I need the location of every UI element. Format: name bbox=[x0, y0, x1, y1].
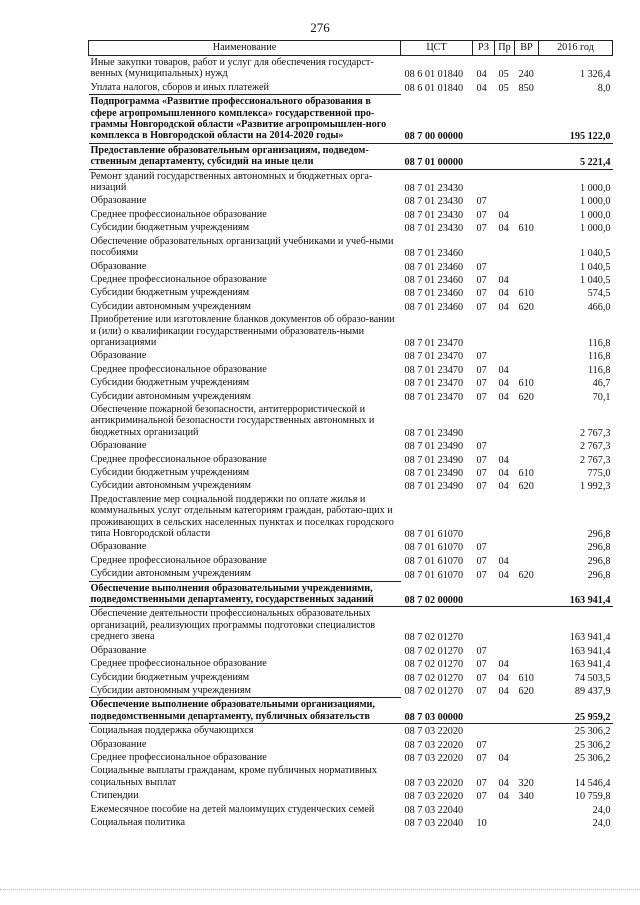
row-rz-cell: 07 bbox=[476, 441, 487, 453]
header-sum: 2016 год bbox=[539, 41, 613, 56]
row-sum-cell: 25 306,2 bbox=[574, 739, 611, 751]
row-rz-cell: 07 bbox=[476, 777, 487, 789]
row-cst-cell: 08 7 01 23490 bbox=[404, 468, 464, 479]
row-sum-cell: 1 000,0 bbox=[579, 183, 611, 195]
table-row bbox=[89, 376, 613, 389]
table-row bbox=[89, 235, 613, 260]
row-cst-cell: 08 7 01 23460 bbox=[404, 301, 464, 313]
table-row bbox=[89, 803, 613, 816]
row-rz-cell: 04 bbox=[476, 69, 487, 81]
row-vr-cell bbox=[515, 403, 539, 439]
row-sum-cell: 25 306,2 bbox=[574, 726, 611, 738]
row-rz-cell bbox=[473, 95, 495, 144]
row-vr-cell bbox=[515, 493, 539, 541]
row-pr-cell: 04 bbox=[498, 378, 509, 390]
row-rz-cell bbox=[473, 803, 495, 816]
row-name-cell: Приобретение или изготовление бланков документов об образо-вании и (или) о квалификации государственными образователь-ными организациями bbox=[90, 314, 395, 348]
table-row bbox=[89, 540, 613, 553]
row-name-cell: Подпрограмма «Развитие профессионального образования в сфере агропромышленного комплекса» государственной про-граммы Новгородской области «Развитие агропромышлен-ного комплекса в Новгородской области на 2014-2020 годы» bbox=[89, 95, 401, 144]
row-cst-cell: 08 7 02 01270 bbox=[404, 672, 464, 684]
row-sum-cell: 775,0 bbox=[587, 468, 611, 479]
row-vr-cell bbox=[515, 363, 539, 376]
row-name-cell: Субсидии бюджетным учреждениям bbox=[90, 287, 250, 299]
row-cst-cell: 08 7 01 23460 bbox=[404, 248, 464, 260]
table-row bbox=[89, 724, 613, 738]
row-vr-cell: 610 bbox=[518, 468, 534, 479]
row-sum-cell: 116,8 bbox=[587, 364, 611, 376]
row-pr-cell bbox=[495, 235, 515, 260]
row-pr-cell bbox=[495, 738, 515, 751]
row-sum-cell: 5 221,4 bbox=[539, 143, 613, 169]
row-pr-cell: 04 bbox=[498, 454, 509, 466]
row-cst-cell: 08 7 03 22020 bbox=[404, 777, 464, 789]
row-name-cell: Среднее профессиональное образование bbox=[90, 363, 267, 375]
row-rz-cell bbox=[473, 403, 495, 439]
table-row bbox=[89, 493, 613, 541]
scan-edge-divider bbox=[0, 889, 640, 891]
table-row bbox=[89, 221, 613, 234]
table-row bbox=[89, 816, 613, 829]
row-vr-cell bbox=[515, 751, 539, 764]
row-sum-cell: 163 941,4 bbox=[569, 659, 611, 671]
row-cst-cell: 08 7 03 22020 bbox=[404, 739, 464, 751]
row-pr-cell bbox=[495, 169, 515, 194]
row-sum-cell: 1 000,0 bbox=[579, 209, 611, 221]
row-cst-cell: 08 7 03 00000 bbox=[401, 698, 473, 724]
table-row bbox=[89, 286, 613, 299]
row-sum-cell: 24,0 bbox=[592, 817, 611, 829]
row-cst-cell: 08 7 01 23470 bbox=[404, 391, 464, 403]
table-row bbox=[89, 56, 613, 81]
row-pr-cell: 04 bbox=[498, 288, 509, 300]
row-cst-cell: 08 7 01 23460 bbox=[404, 288, 464, 300]
row-name-cell: Иные закупки товаров, работ и услуг для обеспечения государст-венных (муниципальных) нужд bbox=[90, 57, 374, 80]
row-cst-cell: 08 7 01 61070 bbox=[404, 555, 464, 567]
row-sum-cell: 25 959,2 bbox=[539, 698, 613, 724]
row-pr-cell: 04 bbox=[498, 752, 509, 764]
row-pr-cell: 04 bbox=[498, 209, 509, 221]
row-rz-cell bbox=[473, 607, 495, 644]
row-name-cell: Субсидии автономным учреждениям bbox=[90, 480, 251, 492]
row-rz-cell: 07 bbox=[476, 351, 487, 363]
row-sum-cell: 296,8 bbox=[587, 529, 611, 541]
table-row bbox=[89, 554, 613, 567]
row-pr-cell: 05 bbox=[498, 69, 509, 81]
row-pr-cell: 04 bbox=[498, 686, 509, 698]
row-cst-cell: 08 6 01 01840 bbox=[404, 69, 464, 81]
row-vr-cell bbox=[515, 313, 539, 349]
row-pr-cell bbox=[495, 540, 515, 553]
row-sum-cell: 14 546,4 bbox=[574, 777, 611, 789]
row-cst-cell: 08 7 02 00000 bbox=[401, 581, 473, 607]
row-pr-cell bbox=[495, 803, 515, 816]
table-row bbox=[89, 607, 613, 644]
row-rz-cell: 07 bbox=[476, 569, 487, 581]
table-row bbox=[89, 644, 613, 657]
row-vr-cell: 610 bbox=[518, 672, 534, 684]
row-pr-cell: 04 bbox=[498, 223, 509, 235]
row-name-cell: Обеспечение пожарной безопасности, антитеррористической и антикриминальной безопасности государственных автономных и бюджетных организаций bbox=[90, 403, 375, 438]
table-row bbox=[89, 143, 613, 169]
row-vr-cell bbox=[515, 194, 539, 207]
row-cst-cell: 08 7 02 01270 bbox=[404, 645, 464, 657]
row-rz-cell: 07 bbox=[476, 645, 487, 657]
budget-table bbox=[88, 40, 613, 829]
row-vr-cell bbox=[515, 349, 539, 362]
header-vr: ВР bbox=[515, 41, 539, 56]
row-vr-cell bbox=[515, 453, 539, 466]
row-sum-cell: 195 122,0 bbox=[539, 95, 613, 144]
table-row bbox=[89, 208, 613, 221]
row-name-cell: Предоставление мер социальной поддержки по оплате жилья и коммунальных услуг отдельным категориям граждан, работаю-щих и проживающих в сельских населенных пунктах и поселках городского типа Новгородской области bbox=[90, 493, 394, 540]
row-vr-cell bbox=[515, 208, 539, 221]
header-cst: ЦСТ bbox=[401, 41, 473, 56]
row-vr-cell bbox=[515, 581, 539, 607]
row-rz-cell: 07 bbox=[476, 468, 487, 479]
row-name-cell: Субсидии автономным учреждениям bbox=[90, 390, 251, 402]
row-vr-cell bbox=[515, 143, 539, 169]
row-vr-cell bbox=[515, 169, 539, 194]
row-sum-cell: 116,8 bbox=[587, 337, 611, 349]
row-cst-cell: 08 7 01 23470 bbox=[404, 351, 464, 363]
row-sum-cell: 296,8 bbox=[587, 555, 611, 567]
row-rz-cell: 07 bbox=[476, 288, 487, 300]
table-body bbox=[89, 56, 613, 830]
row-sum-cell: 10 759,8 bbox=[574, 791, 611, 803]
row-pr-cell bbox=[495, 349, 515, 362]
row-vr-cell bbox=[515, 235, 539, 260]
row-pr-cell: 04 bbox=[498, 569, 509, 581]
row-rz-cell: 07 bbox=[476, 672, 487, 684]
row-pr-cell: 04 bbox=[498, 659, 509, 671]
row-rz-cell: 07 bbox=[476, 274, 487, 286]
row-vr-cell bbox=[515, 439, 539, 452]
row-rz-cell: 07 bbox=[476, 364, 487, 376]
table-row bbox=[89, 657, 613, 670]
row-cst-cell: 08 7 01 23470 bbox=[404, 364, 464, 376]
row-name-cell: Образование bbox=[90, 350, 147, 362]
table-row bbox=[89, 684, 613, 698]
row-cst-cell: 08 7 01 61070 bbox=[404, 542, 464, 554]
row-name-cell: Среднее профессиональное образование bbox=[90, 273, 267, 285]
row-pr-cell: 04 bbox=[498, 391, 509, 403]
row-cst-cell: 08 7 01 23470 bbox=[404, 378, 464, 390]
row-name-cell: Социальная политика bbox=[90, 816, 186, 828]
row-name-cell: Образование bbox=[90, 644, 147, 656]
row-rz-cell: 07 bbox=[476, 555, 487, 567]
row-name-cell: Образование bbox=[90, 260, 147, 272]
row-name-cell: Субсидии бюджетным учреждениям bbox=[90, 377, 250, 389]
row-vr-cell: 320 bbox=[518, 777, 534, 789]
row-cst-cell: 08 7 03 22020 bbox=[404, 726, 464, 738]
row-name-cell: Образование bbox=[90, 195, 147, 207]
row-cst-cell: 08 7 01 61070 bbox=[404, 569, 464, 581]
row-rz-cell: 07 bbox=[476, 391, 487, 403]
row-rz-cell: 07 bbox=[476, 686, 487, 698]
header-rz: РЗ bbox=[473, 41, 495, 56]
row-sum-cell: 296,8 bbox=[587, 542, 611, 554]
table-row bbox=[89, 273, 613, 286]
row-sum-cell: 163 941,4 bbox=[569, 632, 611, 644]
table-row bbox=[89, 81, 613, 95]
row-cst-cell: 08 7 03 22020 bbox=[404, 752, 464, 764]
table-row bbox=[89, 95, 613, 144]
table-header bbox=[89, 41, 613, 56]
row-pr-cell bbox=[495, 698, 515, 724]
row-sum-cell: 70,1 bbox=[592, 391, 611, 403]
row-pr-cell bbox=[495, 607, 515, 644]
row-sum-cell: 1 992,3 bbox=[579, 481, 611, 493]
row-name-cell: Образование bbox=[90, 541, 147, 553]
row-rz-cell bbox=[473, 493, 495, 541]
row-sum-cell: 8,0 bbox=[597, 83, 611, 95]
table-row bbox=[89, 751, 613, 764]
row-pr-cell: 04 bbox=[498, 364, 509, 376]
row-sum-cell: 25 306,2 bbox=[574, 752, 611, 764]
row-vr-cell: 620 bbox=[518, 301, 534, 313]
row-name-cell: Социальные выплаты гражданам, кроме публичных нормативных социальных выплат bbox=[90, 765, 377, 788]
row-rz-cell: 07 bbox=[476, 481, 487, 493]
row-pr-cell bbox=[495, 95, 515, 144]
row-pr-cell bbox=[495, 194, 515, 207]
row-pr-cell: 04 bbox=[498, 468, 509, 479]
row-vr-cell bbox=[515, 657, 539, 670]
header-name: Наименование bbox=[89, 41, 401, 56]
row-cst-cell: 08 6 01 01840 bbox=[404, 83, 464, 95]
row-pr-cell bbox=[495, 403, 515, 439]
row-vr-cell: 620 bbox=[518, 569, 534, 581]
table-row bbox=[89, 581, 613, 607]
row-rz-cell: 10 bbox=[476, 817, 487, 829]
row-sum-cell: 2 767,3 bbox=[579, 454, 611, 466]
row-rz-cell bbox=[473, 724, 495, 738]
row-pr-cell: 04 bbox=[498, 301, 509, 313]
row-cst-cell: 08 7 01 23430 bbox=[404, 183, 464, 195]
table-row bbox=[89, 169, 613, 194]
row-vr-cell: 620 bbox=[518, 481, 534, 493]
row-sum-cell: 74 503,5 bbox=[574, 672, 611, 684]
page-number: 276 bbox=[310, 20, 330, 35]
row-sum-cell: 1 040,5 bbox=[579, 274, 611, 286]
row-name-cell: Субсидии бюджетным учреждениям bbox=[90, 222, 250, 234]
row-vr-cell: 610 bbox=[518, 223, 534, 235]
row-vr-cell bbox=[515, 607, 539, 644]
row-sum-cell: 1 040,5 bbox=[579, 261, 611, 273]
row-rz-cell bbox=[473, 698, 495, 724]
row-rz-cell: 07 bbox=[476, 739, 487, 751]
row-name-cell: Уплата налогов, сборов и иных платежей bbox=[90, 81, 269, 93]
row-sum-cell: 466,0 bbox=[587, 301, 611, 313]
table-row bbox=[89, 738, 613, 751]
row-rz-cell bbox=[473, 169, 495, 194]
table-row bbox=[89, 764, 613, 789]
row-cst-cell: 08 7 02 01270 bbox=[404, 659, 464, 671]
row-name-cell: Обеспечение выполнения образовательными учреждениями, подведомственными департаменту, государственных заданий bbox=[89, 581, 401, 607]
table-row bbox=[89, 698, 613, 724]
row-sum-cell: 46,7 bbox=[592, 378, 611, 390]
row-name-cell: Среднее профессиональное образование bbox=[90, 453, 267, 465]
row-sum-cell: 116,8 bbox=[587, 351, 611, 363]
row-vr-cell bbox=[515, 554, 539, 567]
row-name-cell: Ремонт зданий государственных автономных и бюджетных орга-низаций bbox=[90, 170, 373, 194]
row-pr-cell: 04 bbox=[498, 672, 509, 684]
row-name-cell: Обеспечение выполнение образовательными организациями, подведомственными департаменту, публичных обязательств bbox=[89, 698, 401, 724]
table-row bbox=[89, 349, 613, 362]
row-cst-cell: 08 7 00 00000 bbox=[401, 95, 473, 144]
table-row bbox=[89, 671, 613, 684]
row-rz-cell: 07 bbox=[476, 196, 487, 208]
row-name-cell: Ежемесячное пособие на детей малоимущих студенческих семей bbox=[90, 803, 375, 815]
row-vr-cell: 610 bbox=[518, 288, 534, 300]
row-vr-cell: 620 bbox=[518, 686, 534, 698]
row-pr-cell bbox=[495, 313, 515, 349]
table-row bbox=[89, 194, 613, 207]
row-vr-cell bbox=[515, 724, 539, 738]
row-name-cell: Образование bbox=[90, 440, 147, 452]
row-cst-cell: 08 7 03 22040 bbox=[404, 817, 464, 829]
row-vr-cell: 610 bbox=[518, 378, 534, 390]
table-row bbox=[89, 453, 613, 466]
row-sum-cell: 2 767,3 bbox=[579, 427, 611, 439]
row-rz-cell: 07 bbox=[476, 301, 487, 313]
row-sum-cell: 1 000,0 bbox=[579, 196, 611, 208]
row-cst-cell: 08 7 01 23490 bbox=[404, 481, 464, 493]
row-cst-cell: 08 7 01 61070 bbox=[404, 529, 464, 541]
row-pr-cell bbox=[495, 644, 515, 657]
row-name-cell: Субсидии автономным учреждениям bbox=[90, 568, 251, 580]
table-row bbox=[89, 567, 613, 581]
row-rz-cell bbox=[473, 235, 495, 260]
row-name-cell: Предоставление образовательным организациям, подведом-ственным департаменту, субсидий на иные цели bbox=[89, 143, 401, 169]
row-pr-cell: 04 bbox=[498, 777, 509, 789]
row-cst-cell: 08 7 01 23430 bbox=[404, 196, 464, 208]
row-vr-cell bbox=[515, 644, 539, 657]
row-cst-cell: 08 7 02 01270 bbox=[404, 632, 464, 644]
table-row bbox=[89, 439, 613, 452]
row-cst-cell: 08 7 01 23460 bbox=[404, 261, 464, 273]
row-sum-cell: 1 326,4 bbox=[579, 69, 611, 81]
row-rz-cell: 07 bbox=[476, 209, 487, 221]
row-rz-cell: 07 bbox=[476, 659, 487, 671]
row-pr-cell bbox=[495, 724, 515, 738]
row-cst-cell: 08 7 01 23430 bbox=[404, 223, 464, 235]
row-cst-cell: 08 7 01 23430 bbox=[404, 209, 464, 221]
row-sum-cell: 1 000,0 bbox=[579, 223, 611, 235]
row-rz-cell bbox=[473, 313, 495, 349]
row-cst-cell: 08 7 01 23460 bbox=[404, 274, 464, 286]
row-name-cell: Субсидии автономным учреждениям bbox=[90, 684, 251, 696]
row-rz-cell: 07 bbox=[476, 542, 487, 554]
row-cst-cell: 08 7 03 22020 bbox=[404, 791, 464, 803]
table-row bbox=[89, 466, 613, 479]
row-name-cell: Субсидии бюджетным учреждениям bbox=[90, 467, 250, 478]
row-pr-cell bbox=[495, 439, 515, 452]
row-name-cell: Среднее профессиональное образование bbox=[90, 751, 267, 763]
row-cst-cell: 08 7 03 22040 bbox=[404, 804, 464, 816]
row-pr-cell: 04 bbox=[498, 481, 509, 493]
row-pr-cell: 04 bbox=[498, 274, 509, 286]
row-vr-cell: 620 bbox=[518, 391, 534, 403]
row-rz-cell: 07 bbox=[476, 378, 487, 390]
row-cst-cell: 08 7 01 23490 bbox=[404, 441, 464, 453]
row-name-cell: Среднее профессиональное образование bbox=[90, 658, 267, 670]
row-sum-cell: 574,5 bbox=[587, 288, 611, 300]
row-sum-cell: 163 941,4 bbox=[539, 581, 613, 607]
row-pr-cell: 05 bbox=[498, 83, 509, 95]
table-row bbox=[89, 300, 613, 313]
row-name-cell: Среднее профессиональное образование bbox=[90, 208, 267, 220]
row-vr-cell bbox=[515, 738, 539, 751]
row-cst-cell: 08 7 01 23490 bbox=[404, 427, 464, 439]
row-sum-cell: 296,8 bbox=[587, 569, 611, 581]
row-pr-cell bbox=[495, 143, 515, 169]
row-vr-cell: 340 bbox=[518, 791, 534, 803]
row-rz-cell bbox=[473, 581, 495, 607]
row-vr-cell bbox=[515, 260, 539, 273]
row-rz-cell: 07 bbox=[476, 223, 487, 235]
row-sum-cell: 89 437,9 bbox=[574, 686, 611, 698]
table-row bbox=[89, 479, 613, 492]
row-name-cell: Субсидии бюджетным учреждениям bbox=[90, 671, 250, 683]
row-rz-cell: 04 bbox=[476, 83, 487, 95]
header-pr: Пр bbox=[495, 41, 515, 56]
row-cst-cell: 08 7 01 23490 bbox=[404, 454, 464, 466]
table-row bbox=[89, 260, 613, 273]
row-vr-cell bbox=[515, 803, 539, 816]
row-vr-cell bbox=[515, 698, 539, 724]
row-rz-cell: 07 bbox=[476, 752, 487, 764]
table-row bbox=[89, 789, 613, 802]
row-pr-cell: 04 bbox=[498, 555, 509, 567]
row-cst-cell: 08 7 01 00000 bbox=[401, 143, 473, 169]
row-vr-cell bbox=[515, 816, 539, 829]
row-rz-cell: 07 bbox=[476, 261, 487, 273]
row-sum-cell: 24,0 bbox=[592, 804, 611, 816]
row-pr-cell: 04 bbox=[498, 791, 509, 803]
row-vr-cell bbox=[515, 95, 539, 144]
table-row bbox=[89, 403, 613, 439]
row-name-cell: Обеспечение деятельности профессиональных образовательных организаций, реализующих программы подготовки специалистов среднего звена bbox=[90, 608, 376, 643]
table-row bbox=[89, 390, 613, 403]
row-vr-cell: 850 bbox=[518, 83, 534, 95]
row-rz-cell: 07 bbox=[476, 791, 487, 803]
row-cst-cell: 08 7 01 23470 bbox=[404, 337, 464, 349]
row-name-cell: Среднее профессиональное образование bbox=[90, 554, 267, 566]
table-row bbox=[89, 363, 613, 376]
row-vr-cell: 240 bbox=[518, 69, 534, 81]
row-name-cell: Стипендии bbox=[90, 790, 139, 802]
table-row bbox=[89, 313, 613, 349]
row-sum-cell: 2 767,3 bbox=[579, 441, 611, 453]
row-rz-cell bbox=[473, 143, 495, 169]
row-vr-cell bbox=[515, 273, 539, 286]
row-name-cell: Социальная поддержка обучающихся bbox=[90, 725, 254, 737]
row-rz-cell: 07 bbox=[476, 454, 487, 466]
row-name-cell: Образование bbox=[90, 738, 147, 750]
row-pr-cell bbox=[495, 816, 515, 829]
row-sum-cell: 163 941,4 bbox=[569, 645, 611, 657]
row-name-cell: Обеспечение образовательных организаций учебниками и учеб-ными пособиями bbox=[90, 235, 394, 259]
row-vr-cell bbox=[515, 540, 539, 553]
row-pr-cell bbox=[495, 493, 515, 541]
row-pr-cell bbox=[495, 260, 515, 273]
row-name-cell: Субсидии автономным учреждениям bbox=[90, 300, 251, 312]
row-sum-cell: 1 040,5 bbox=[579, 248, 611, 260]
row-pr-cell bbox=[495, 581, 515, 607]
row-cst-cell: 08 7 02 01270 bbox=[404, 686, 464, 698]
